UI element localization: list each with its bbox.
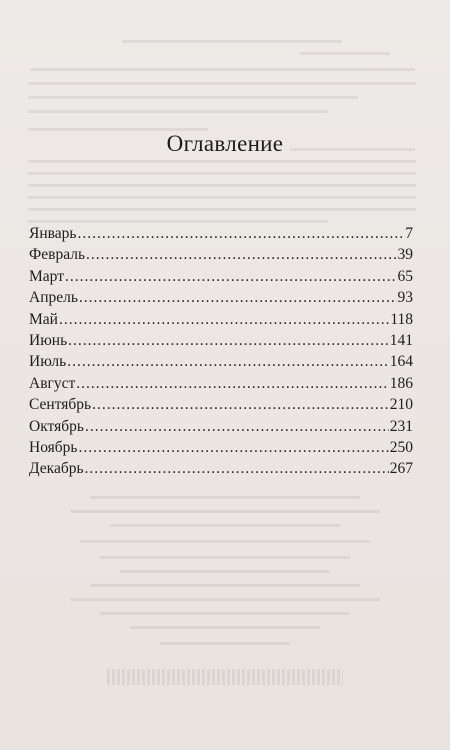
toc-entry [29, 437, 413, 458]
toc-dot-leader [78, 437, 388, 458]
toc-entry-label: Апрель [29, 289, 78, 307]
toc-dot-leader [85, 416, 389, 437]
toc-list [29, 223, 413, 480]
toc-dot-leader [76, 373, 388, 394]
toc-entry [29, 223, 413, 244]
bleed-through-barcode [107, 669, 343, 685]
toc-entry [29, 373, 413, 394]
toc-entry-page: 186 [389, 374, 413, 392]
toc-entry-page: 39 [397, 246, 413, 264]
toc-dot-leader [59, 309, 389, 330]
toc-entry-page: 164 [389, 353, 413, 371]
toc-entry-label: Май [29, 310, 58, 328]
toc-dot-leader [79, 287, 397, 308]
toc-entry-label: Сентябрь [29, 396, 92, 414]
toc-entry-label: Июнь [29, 331, 68, 349]
toc-entry [29, 287, 413, 308]
toc-dot-leader [86, 244, 396, 265]
toc-dot-leader [65, 266, 397, 287]
toc-entry [29, 351, 413, 372]
toc-entry-page: 210 [389, 396, 413, 414]
toc-entry-label: Февраль [29, 246, 86, 264]
toc-dot-leader [67, 351, 389, 372]
toc-title: Оглавление [166, 131, 284, 156]
toc-entry-page: 231 [389, 417, 413, 435]
toc-entry-label: Ноябрь [29, 438, 78, 456]
toc-entry-label: Декабрь [29, 460, 84, 478]
toc-entry [29, 458, 413, 479]
toc-entry-page: 93 [397, 289, 413, 307]
toc-entry-label: Октябрь [29, 417, 84, 435]
toc-dot-leader [68, 330, 389, 351]
toc-entry-label: Январь [29, 225, 77, 242]
toc-entry-page: 118 [390, 310, 413, 328]
toc-entry [29, 244, 413, 265]
toc-entry-page: 267 [389, 460, 413, 478]
toc-dot-leader [85, 458, 389, 479]
toc-entry-page: 65 [397, 267, 413, 285]
toc-dot-leader [77, 223, 404, 244]
toc-entry [29, 309, 413, 330]
toc-entry [29, 416, 413, 437]
toc-entry-page: 250 [389, 438, 413, 456]
toc-entry-page: 7 [405, 225, 413, 242]
toc-entry [29, 266, 413, 287]
toc-entry-page: 141 [389, 331, 413, 349]
toc-entry-label: Июль [29, 353, 67, 371]
toc-dot-leader [92, 394, 389, 415]
toc-entry-label: Март [29, 267, 64, 285]
toc-entry [29, 330, 413, 351]
toc-entry [29, 394, 413, 415]
toc-entry-label: Август [29, 374, 76, 392]
